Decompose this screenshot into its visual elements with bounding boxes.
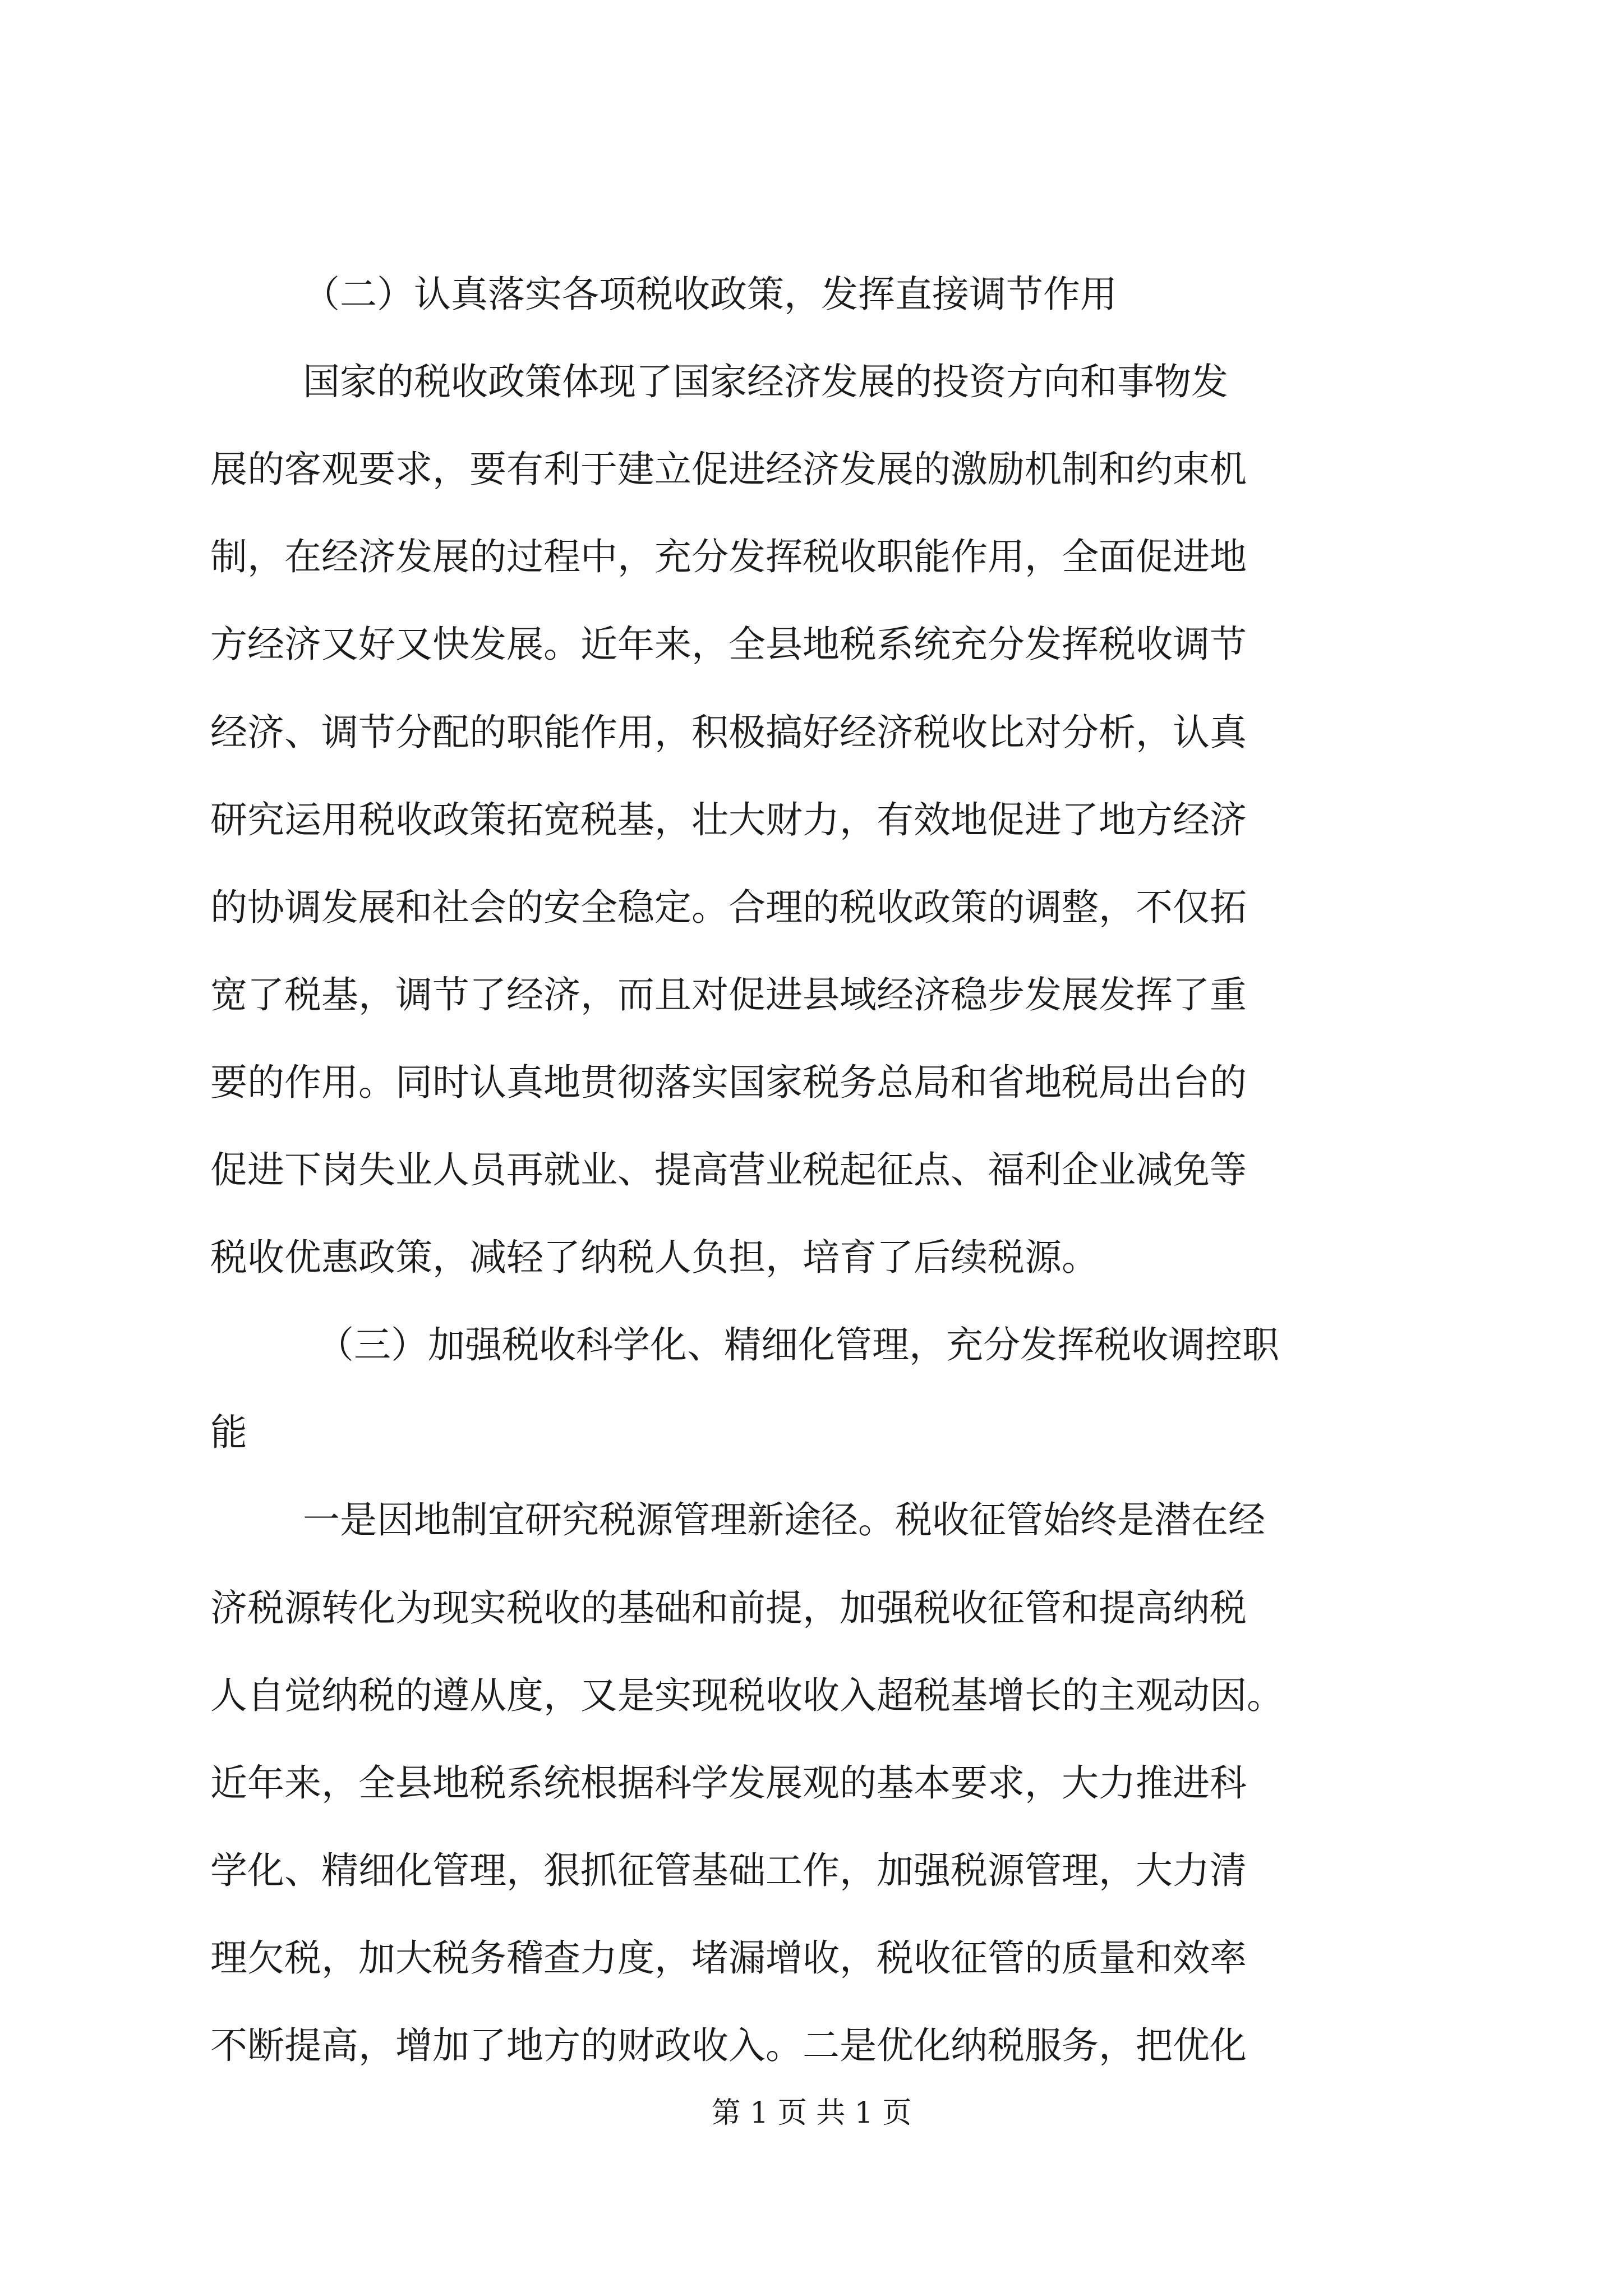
paragraph-line: 学化、精细化管理，狠抓征管基础工作，加强税源管理，大力清	[210, 1849, 1247, 1892]
paragraph-line: 的协调发展和社会的安全稳定。合理的税收政策的调整，不仅拓	[210, 886, 1247, 929]
section-heading-3: （三）加强税收科学化、精细化管理，充分发挥税收调控职	[317, 1323, 1279, 1366]
paragraph-line: 研究运用税收政策拓宽税基，壮大财力，有效地促进了地方经济	[210, 798, 1247, 841]
paragraph-line: 方经济又好又快发展。近年来，全县地税系统充分发挥税收调节	[210, 623, 1247, 666]
section-heading-2: （二）认真落实各项税收政策，发挥直接调节作用	[303, 273, 1117, 316]
page-footer: 第 1 页 共 1 页	[711, 2096, 912, 2130]
paragraph-line: 国家的税收政策体现了国家经济发展的投资方向和事物发	[303, 360, 1228, 403]
paragraph-line: 近年来，全县地税系统根据科学发展观的基本要求，大力推进科	[210, 1761, 1247, 1805]
paragraph-line: 不断提高，增加了地方的财政收入。二是优化纳税服务，把优化	[210, 2024, 1247, 2067]
paragraph-line: 促进下岗失业人员再就业、提高营业税起征点、福利企业减免等	[210, 1148, 1247, 1191]
section-heading-3-continued: 能	[210, 1411, 247, 1454]
paragraph-line: 经济、调节分配的职能作用，积极搞好经济税收比对分析，认真	[210, 711, 1247, 754]
paragraph-line: 人自觉纳税的遵从度，又是实现税收收入超税基增长的主观动因。	[210, 1674, 1284, 1717]
paragraph-line: 一是因地制宜研究税源管理新途径。税收征管始终是潜在经	[303, 1498, 1265, 1542]
paragraph-line: 展的客观要求，要有利于建立促进经济发展的激励机制和约束机	[210, 448, 1247, 491]
paragraph-line: 税收优惠政策，减轻了纳税人负担，培育了后续税源。	[210, 1236, 1099, 1279]
paragraph-line: 济税源转化为现实税收的基础和前提，加强税收征管和提高纳税	[210, 1586, 1247, 1630]
paragraph-line: 制，在经济发展的过程中，充分发挥税收职能作用，全面促进地	[210, 535, 1247, 578]
paragraph-line: 要的作用。同时认真地贯彻落实国家税务总局和省地税局出台的	[210, 1061, 1247, 1104]
paragraph-line: 理欠税，加大税务稽查力度，堵漏增收，税收征管的质量和效率	[210, 1936, 1247, 1980]
paragraph-line: 宽了税基，调节了经济，而且对促进县域经济稳步发展发挥了重	[210, 973, 1247, 1016]
